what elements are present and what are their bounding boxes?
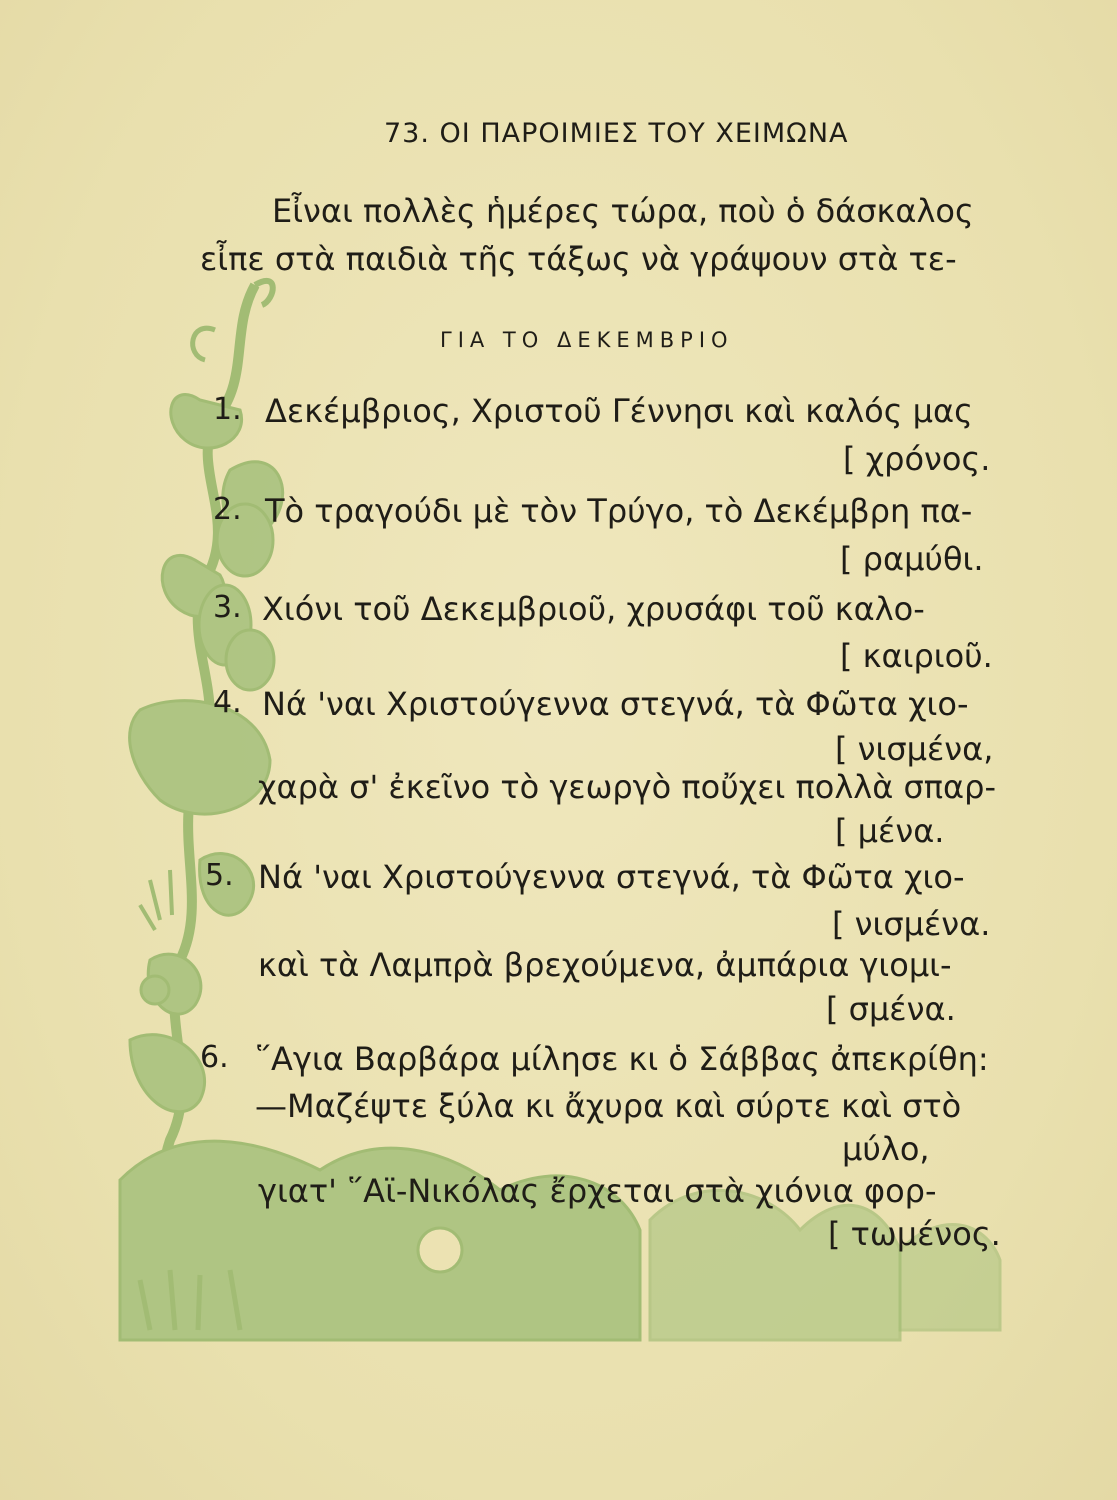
proverb-line: Χιόνι τοῦ Δεκεμβριοῦ, χρυσάφι τοῦ καλο- <box>262 590 925 628</box>
proverb-number: 3. <box>213 590 242 625</box>
proverb-continuation: [ σμένα. <box>826 990 956 1028</box>
proverb-line: χαρὰ σ' ἐκεῖνο τὸ γεωργὸ ποὔχει πολλὰ σπαρ- <box>258 768 996 806</box>
proverb-line: Νά 'ναι Χριστούγεννα στεγνά, τὰ Φῶτα χιο- <box>258 858 965 896</box>
proverb-line: ῞Αγια Βαρβάρα μίλησε κι ὁ Σάββας ἀπεκρίθη: <box>255 1040 989 1078</box>
proverb-continuation: [ ραμύθι. <box>840 540 984 578</box>
proverb-number: 1. <box>213 392 242 427</box>
proverb-line: Δεκέμβριος, Χριστοῦ Γέννησι καὶ καλός μας <box>265 392 973 430</box>
proverb-number: 6. <box>200 1040 229 1075</box>
proverb-number: 2. <box>213 492 242 527</box>
proverb-line: καὶ τὰ Λαμπρὰ βρεχούμενα, ἀμπάρια γιομι- <box>258 946 952 984</box>
page-title: 73. ΟΙ ΠΑΡΟΙΜΙΕΣ ΤΟΥ ΧΕΙΜΩΝΑ <box>384 118 849 149</box>
proverb-continuation: [ νισμένα. <box>832 905 991 943</box>
proverb-line: γιατ' ῞Αϊ-Νικόλας ἔρχεται στὰ χιόνια φορ- <box>258 1172 937 1210</box>
proverb-continuation: [ νισμένα, <box>835 730 994 768</box>
proverb-number: 5. <box>205 858 234 893</box>
proverb-continuation: [ καιριοῦ. <box>840 637 993 675</box>
proverb-line: Τὸ τραγούδι μὲ τὸν Τρύγο, τὸ Δεκέμβρη πα- <box>265 492 973 530</box>
section-heading: ΓΙΑ ΤΟ ΔΕΚΕΜΒΡΙΟ <box>440 328 734 352</box>
proverb-continuation: [ μένα. <box>835 812 945 850</box>
intro-line-2: εἶπε στὰ παιδιὰ τῆς τάξως νὰ γράψουν στὰ τε- <box>200 240 957 278</box>
proverb-continuation: [ τωμένος. <box>828 1215 1001 1253</box>
proverb-number: 4. <box>213 685 242 720</box>
proverb-continuation: μύλο, <box>842 1130 930 1168</box>
proverb-line: —Μαζέψτε ξύλα κι ἄχυρα καὶ σύρτε καὶ στὸ <box>255 1087 962 1125</box>
proverb-line: Νά 'ναι Χριστούγεννα στεγνά, τὰ Φῶτα χιο- <box>262 685 969 723</box>
intro-line-1: Εἶναι πολλὲς ἡμέρες τώρα, ποὺ ὁ δάσκαλος <box>272 192 974 230</box>
proverb-continuation: [ χρόνος. <box>843 440 991 478</box>
